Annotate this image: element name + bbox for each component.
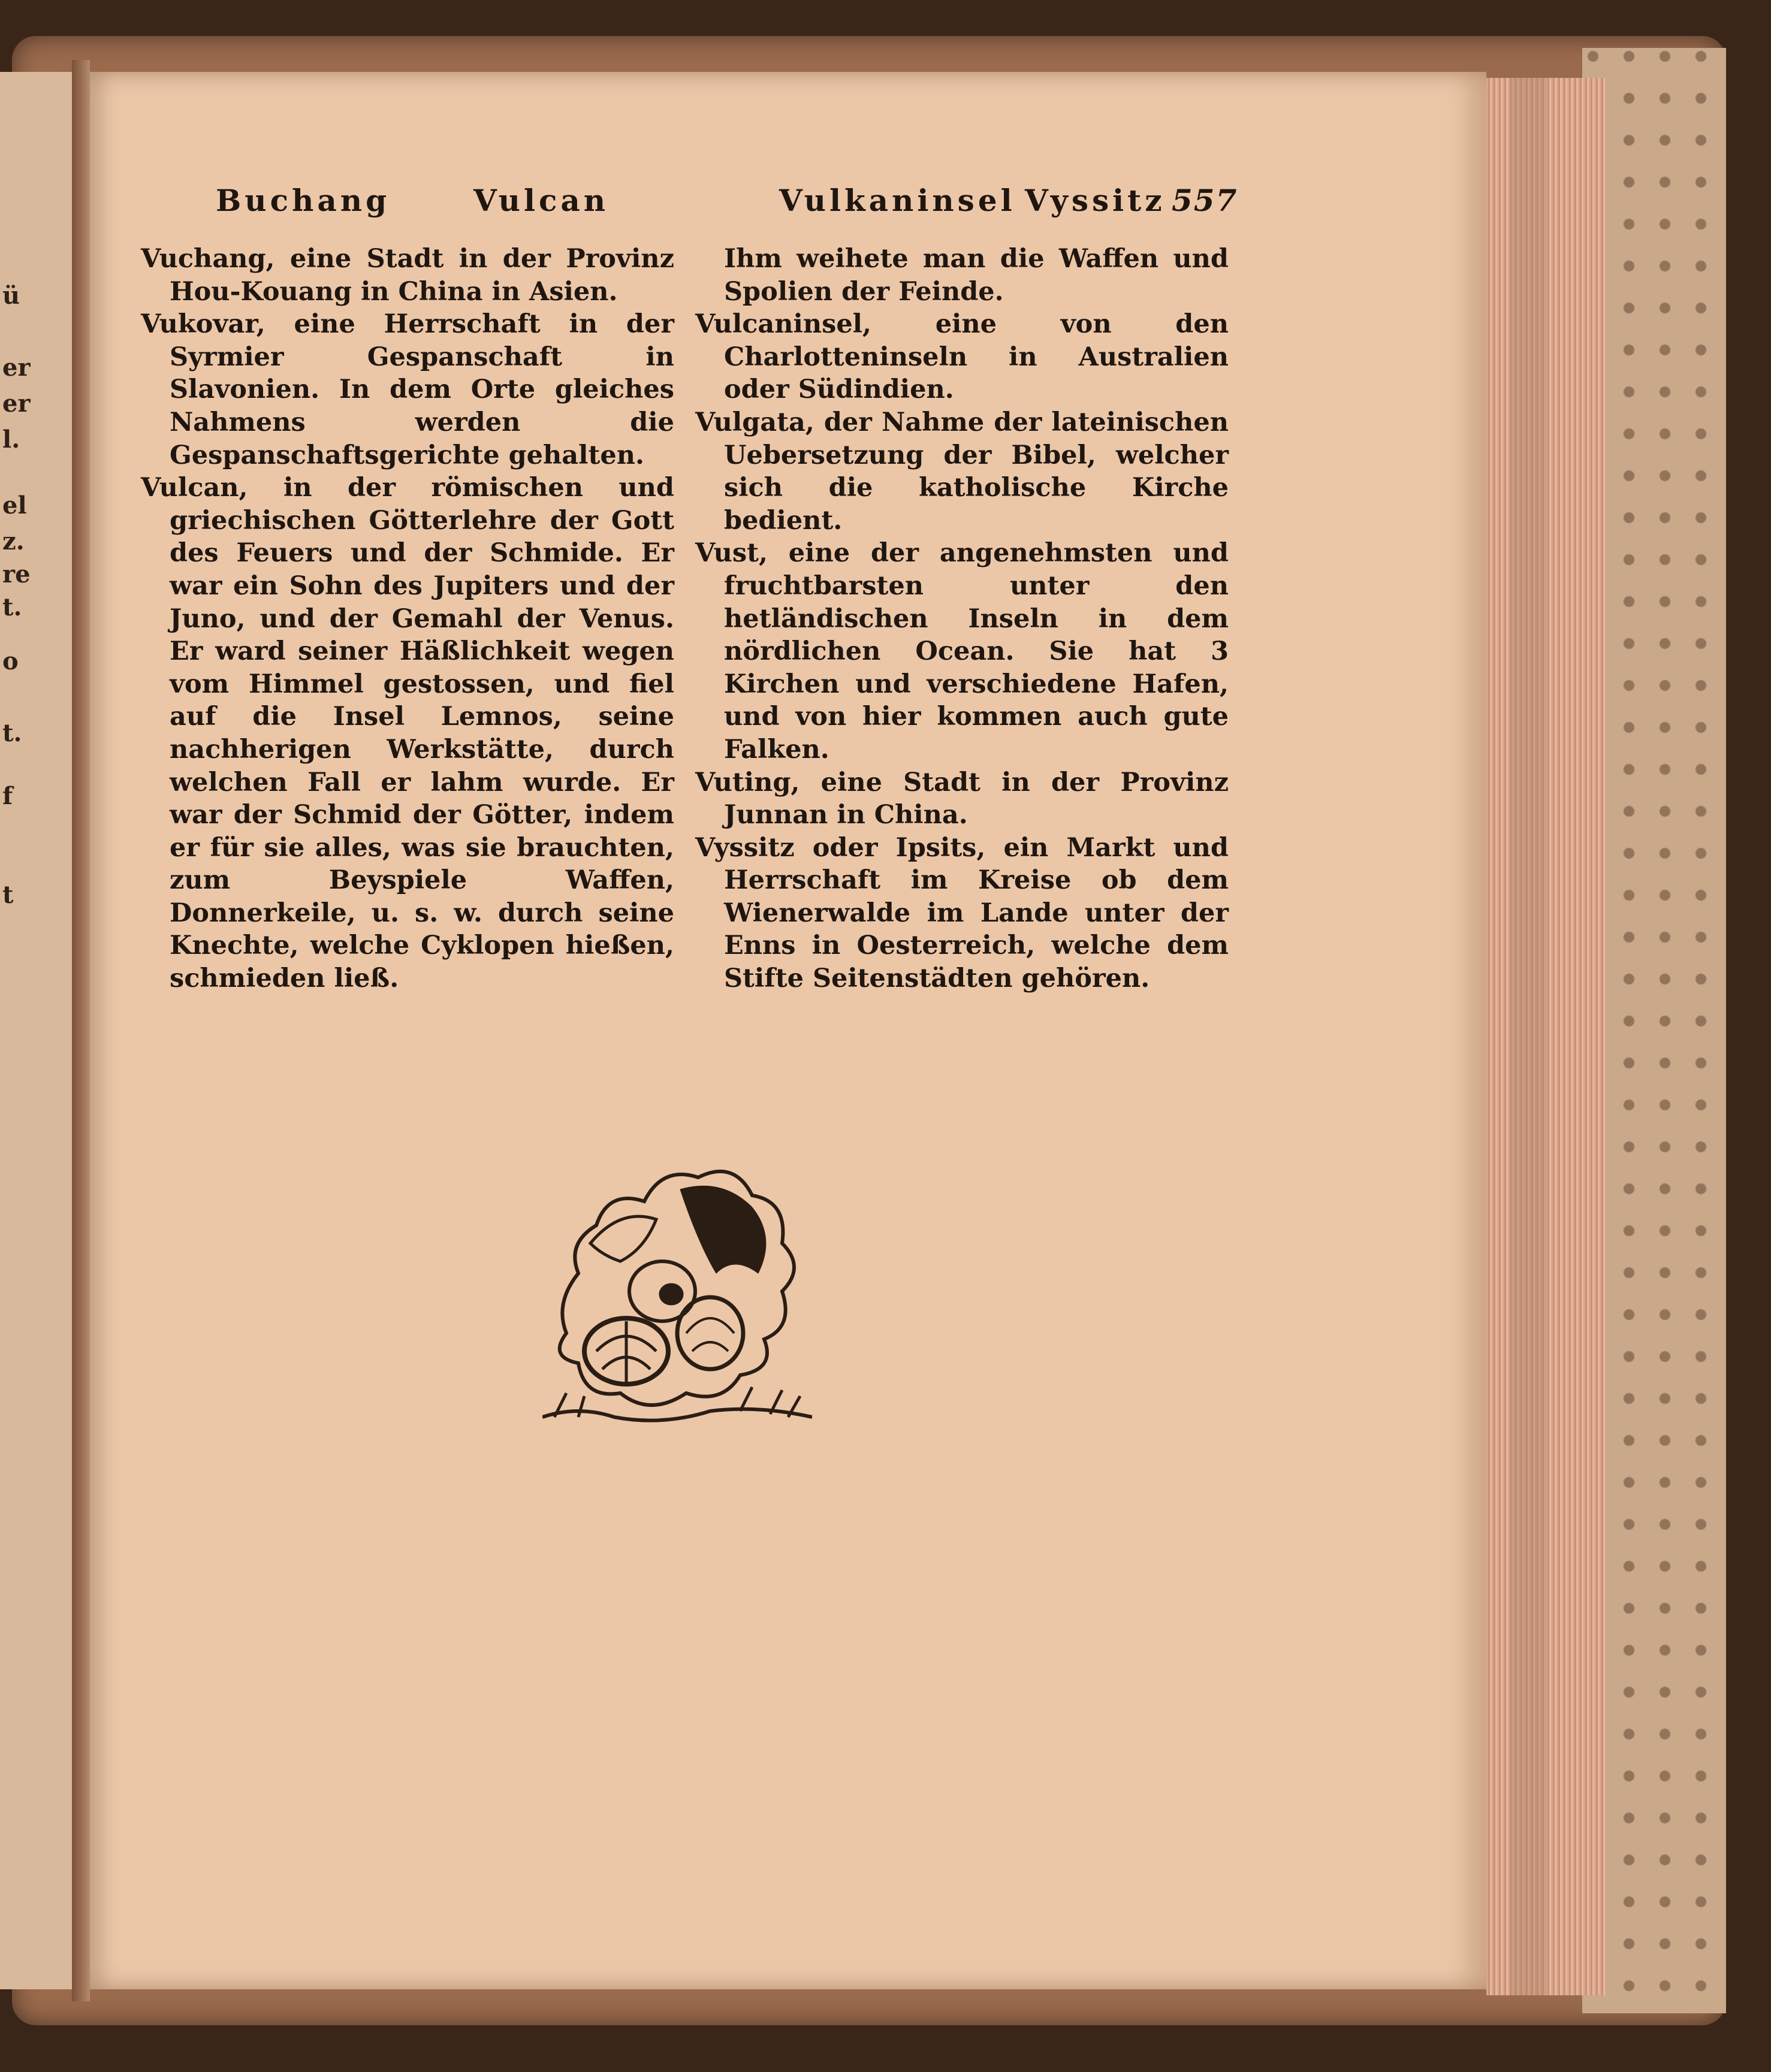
- entry: [695, 406, 1229, 537]
- running-head-left-1: Buchang: [216, 183, 391, 218]
- gutter: [72, 60, 90, 2001]
- left-fragment: t.: [2, 719, 22, 747]
- entry-continuation: [695, 243, 1229, 308]
- entry: [695, 308, 1229, 406]
- lemma: Vukovar: [141, 309, 257, 340]
- entry-text: , in der römischen und griechischen Götterlehre der Gott des Feuers und der Schmide. Er war ein Sohn des Jupiters und der Juno, und der Gemahl der Venus. Er ward seiner Häßlichkeit wegen vom Himmel gestossen, und fiel auf die Insel Lemnos, seine nachherigen Werkstätte, durch welchen Fall er lahm wurde. Er war der Schmid der Götter, indem er für sie alles, was sie brauchten, zum Beyspiele Waffen, Donnerkeile, u. s. w. durch seine Knechte, welche Cyklopen hießen, schmieden ließ.: [170, 473, 674, 994]
- left-fragment: t: [2, 881, 14, 909]
- column-right: [695, 243, 1229, 995]
- left-fragment: o: [2, 647, 19, 675]
- left-fragment: f: [2, 782, 13, 810]
- running-head-left-2: Vulcan: [473, 183, 610, 218]
- left-fragment: er: [2, 354, 31, 382]
- lemma: Vyssitz oder Ipsits: [695, 832, 977, 863]
- entry: [695, 766, 1229, 832]
- lemma: Vuchang: [141, 244, 266, 274]
- lemma: Vuting: [695, 767, 791, 798]
- entry-text: Ihm weihete man die Waffen und Spolien der Feinde.: [724, 244, 1229, 307]
- column-left: [141, 243, 674, 995]
- lemma: Vulcan: [141, 473, 239, 503]
- lemma: Vust: [695, 538, 759, 569]
- left-page-fragment: [0, 72, 76, 1989]
- entry-text: , eine Herrschaft in der Syrmier Gespanschaft in Slavonien. In dem Orte gleiches Nahmens werden die Gespanschaftsgerichte gehalten.: [170, 309, 674, 470]
- lemma: Vulgata: [695, 407, 805, 437]
- left-fragment: re: [2, 560, 31, 588]
- entry-text: , eine Stadt in der Provinz Hou-Kouang in China in Asien.: [170, 244, 674, 307]
- running-head-right-2: Vyssitz: [1025, 183, 1166, 218]
- entry: [141, 472, 674, 995]
- entry-text: , ein Markt und Herrschaft im Kreise ob dem Wienerwalde im Lande unter der Enns in Oesterreich, welche dem Stifte Seitenstädten gehören.: [724, 832, 1229, 994]
- left-fragment: el: [2, 491, 27, 519]
- left-fragment: z.: [2, 527, 25, 555]
- woodcut-ornament: [542, 1153, 812, 1435]
- lemma: Vulcaninsel: [695, 309, 863, 340]
- entry-text: , eine Stadt in der Provinz Junnan in China.: [724, 767, 1229, 830]
- running-head-right-1: Vulkaninsel: [779, 183, 1016, 218]
- page-edges-shadow: [1510, 78, 1546, 1995]
- entry: [141, 243, 674, 308]
- left-fragment: er: [2, 389, 31, 418]
- entry-text: , eine von den Charlotteninseln in Australien oder Südindien.: [724, 309, 1229, 405]
- entry: [695, 832, 1229, 995]
- entry: [141, 308, 674, 472]
- left-fragment: ü: [2, 282, 20, 310]
- left-fragment: t.: [2, 593, 22, 621]
- page-number: 557: [1172, 183, 1238, 218]
- entry: [695, 537, 1229, 766]
- left-fragment: l.: [2, 425, 20, 454]
- entry-text: , der Nahme der lateinischen Uebersetzung der Bibel, welcher sich die katholische Kirche bedient.: [724, 407, 1229, 536]
- page-edges: [1486, 78, 1606, 1995]
- entry-text: , eine der angenehmsten und fruchtbarsten unter den hetländischen Inseln in dem nördlichen Ocean. Sie hat 3 Kirchen und verschiedene Hafen, und von hier kommen auch gute Falken.: [724, 538, 1229, 765]
